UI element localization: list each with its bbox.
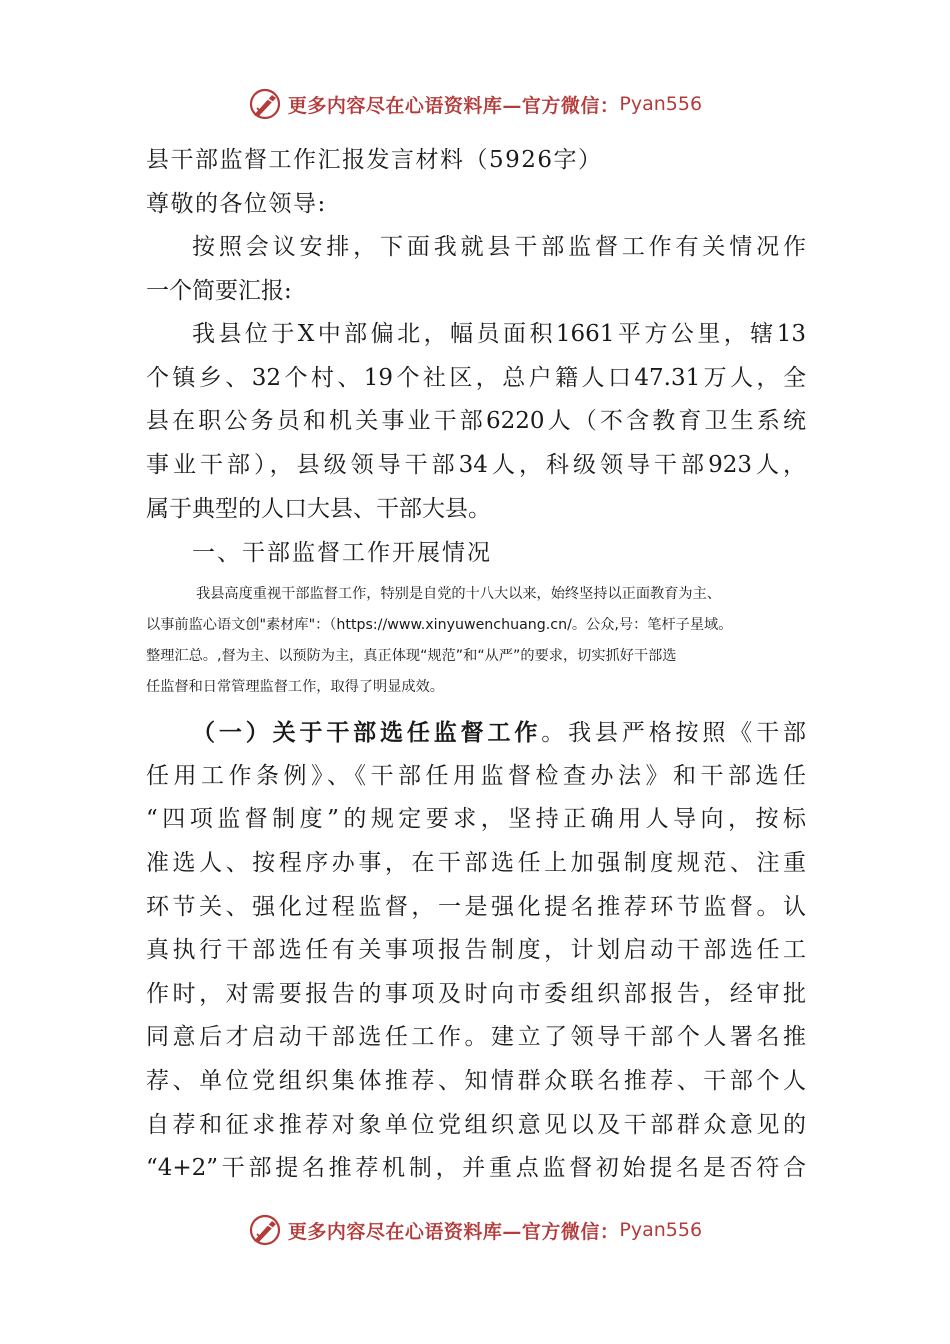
paragraph-line: “4+2”干部提名推荐机制，并重点监督初始提名是否符合 [146,1155,806,1182]
small-print-line: 任监督和日常管理监督工作，取得了明显成效。 [146,679,444,696]
document-body [146,138,806,1191]
small-print-line: 整理汇总。,督为主、以预防为主，真正体现“规范”和“从严”的要求，切实抓好干部选 [146,648,677,665]
small-print-block [146,579,806,703]
pen-logo-icon [248,1213,282,1247]
paragraph-line: 准选人、按程序办事，在干部选任上加强制度规范、注重 [146,849,806,876]
paragraph-line [146,711,806,755]
paragraph-line: 按照会议安排，下面我就县干部监督工作有关情况作 [192,234,806,260]
paragraph-line: “四项监督制度”的规定要求，坚持正确用人导向，按标 [146,806,806,833]
paragraph-line: 一个简要汇报: [146,277,292,304]
paragraph-line: 属于典型的人口大县、干部大县。 [146,495,491,522]
small-print-line: 我县高度重视干部监督工作，特别是自党的十八大以来，始终坚持以正面教育为主、 [196,586,721,603]
footer-banner-wechat-id: Pyan556 [619,1219,703,1241]
paragraph-line: 真执行干部选任有关事项报告制度，计划启动干部选任工 [146,937,806,964]
paragraph-line: 作时，对需要报告的事项及时向市委组织部报告，经审批 [146,980,806,1007]
paragraph-line: 环节关、强化过程监督，一是强化提名推荐环节监督。认 [146,893,806,920]
paragraph-line: 我县位于X中部偏北，幅员面积1661平方公里，辖13 [192,321,806,348]
header-banner-text: 更多内容尽在心语资料库—官方微信： [287,94,620,117]
pen-logo-icon [248,87,282,121]
footer-banner [0,1210,950,1250]
footer-banner-text: 更多内容尽在心语资料库—官方微信： [287,1220,620,1243]
section-heading: 一、干部监督工作开展情况 [192,540,492,567]
paragraph-line: 个镇乡、32个村、19个社区，总户籍人口47.31万人，全 [146,364,806,391]
subsection-lead: （一）关于干部选任监督工作 [192,719,542,747]
paragraph-line: 荐、单位党组织集体推荐、知情群众联名推荐、干部个人 [146,1067,806,1094]
subsection-lead-rest: 。我县严格按照《干部 [541,720,807,747]
document-title: 县干部监督工作汇报发言材料（5926字） [146,147,603,173]
greeting: 尊敬的各位领导: [146,191,327,217]
header-banner [0,84,950,124]
header-banner-wechat-id: Pyan556 [619,93,703,115]
paragraph-line: 同意后才启动干部选任工作。建立了领导干部个人署名推 [146,1024,806,1051]
paragraph-line: 自荐和征求推荐对象单位党组织意见以及干部群众意见的 [146,1111,806,1138]
paragraph-line: 任用工作条例》、《干部任用监督检查办法》和干部选任 [146,762,806,789]
small-print-line: 以事前监心语文创"素材库"：（https://www.xinyuwenchuang.cn/。公众,号：笔杆子星域。 [146,617,733,634]
paragraph-line: 县在职公务员和机关事业干部6220人（不含教育卫生系统 [146,408,806,435]
paragraph-line: 事业干部），县级领导干部34人，科级领导干部923人， [146,451,806,478]
